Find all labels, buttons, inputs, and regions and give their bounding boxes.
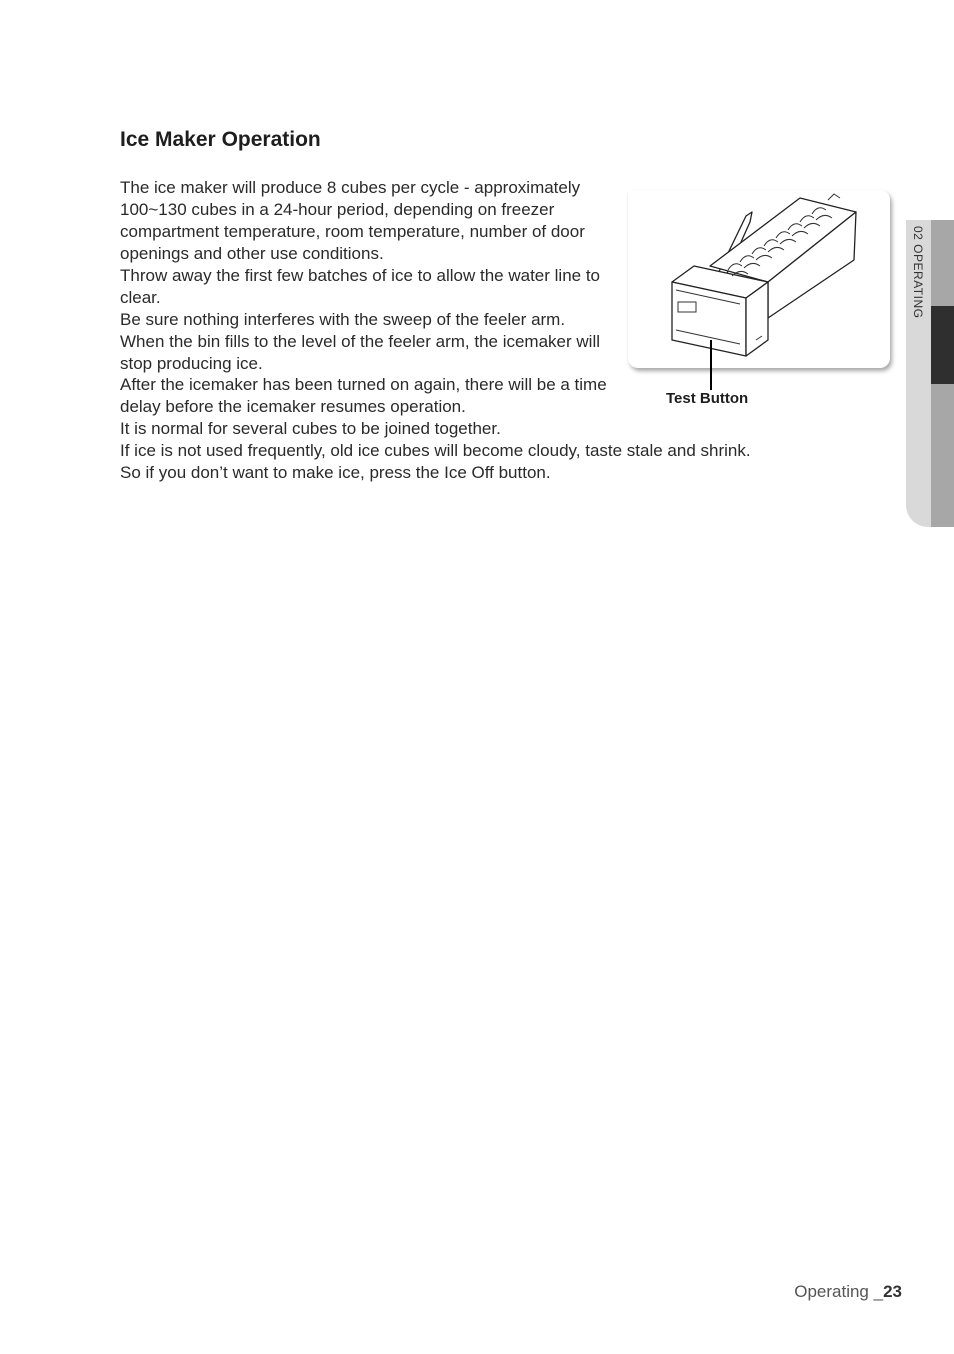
paragraph-ice-off: If ice is not used frequently, old ice cubes will become cloudy, taste stale and shrink. So if you don’t want to make ice, press the Ice Off button. xyxy=(120,441,751,482)
paragraph-cube-production: The ice maker will produce 8 cubes per cycle - approximately 100~130 cubes in a 24-hour period, depending on freezer compartment temperature, room temperature, number of door openings and other use conditions. xyxy=(120,178,585,263)
paragraph-bin-full: When the bin fills to the level of the feeler arm, the icemaker will stop producing ice. xyxy=(120,332,600,373)
section-title: Ice Maker Operation xyxy=(120,128,321,151)
page-footer xyxy=(794,1282,902,1302)
icemaker-figure xyxy=(628,190,890,368)
icemaker-illustration-icon xyxy=(628,190,890,368)
paragraph-joined-cubes: It is normal for several cubes to be joined together. xyxy=(120,419,501,438)
test-button-leader-line xyxy=(710,340,712,390)
paragraph-discard-first-batches: Throw away the first few batches of ice to allow the water line to clear. xyxy=(120,266,601,307)
footer-section: Operating _ xyxy=(794,1282,884,1301)
paragraph-feeler-arm-sweep: Be sure nothing interferes with the sweep of the feeler arm. xyxy=(120,310,566,329)
page-number: 23 xyxy=(883,1282,902,1301)
chapter-tab-label: 02 OPERATING xyxy=(911,226,925,319)
paragraph-restart-delay: After the icemaker has been turned on again, there will be a time delay before the icemaker resumes operation. xyxy=(120,375,607,416)
chapter-tab-marker xyxy=(931,306,954,384)
test-button-label: Test Button xyxy=(666,390,749,407)
